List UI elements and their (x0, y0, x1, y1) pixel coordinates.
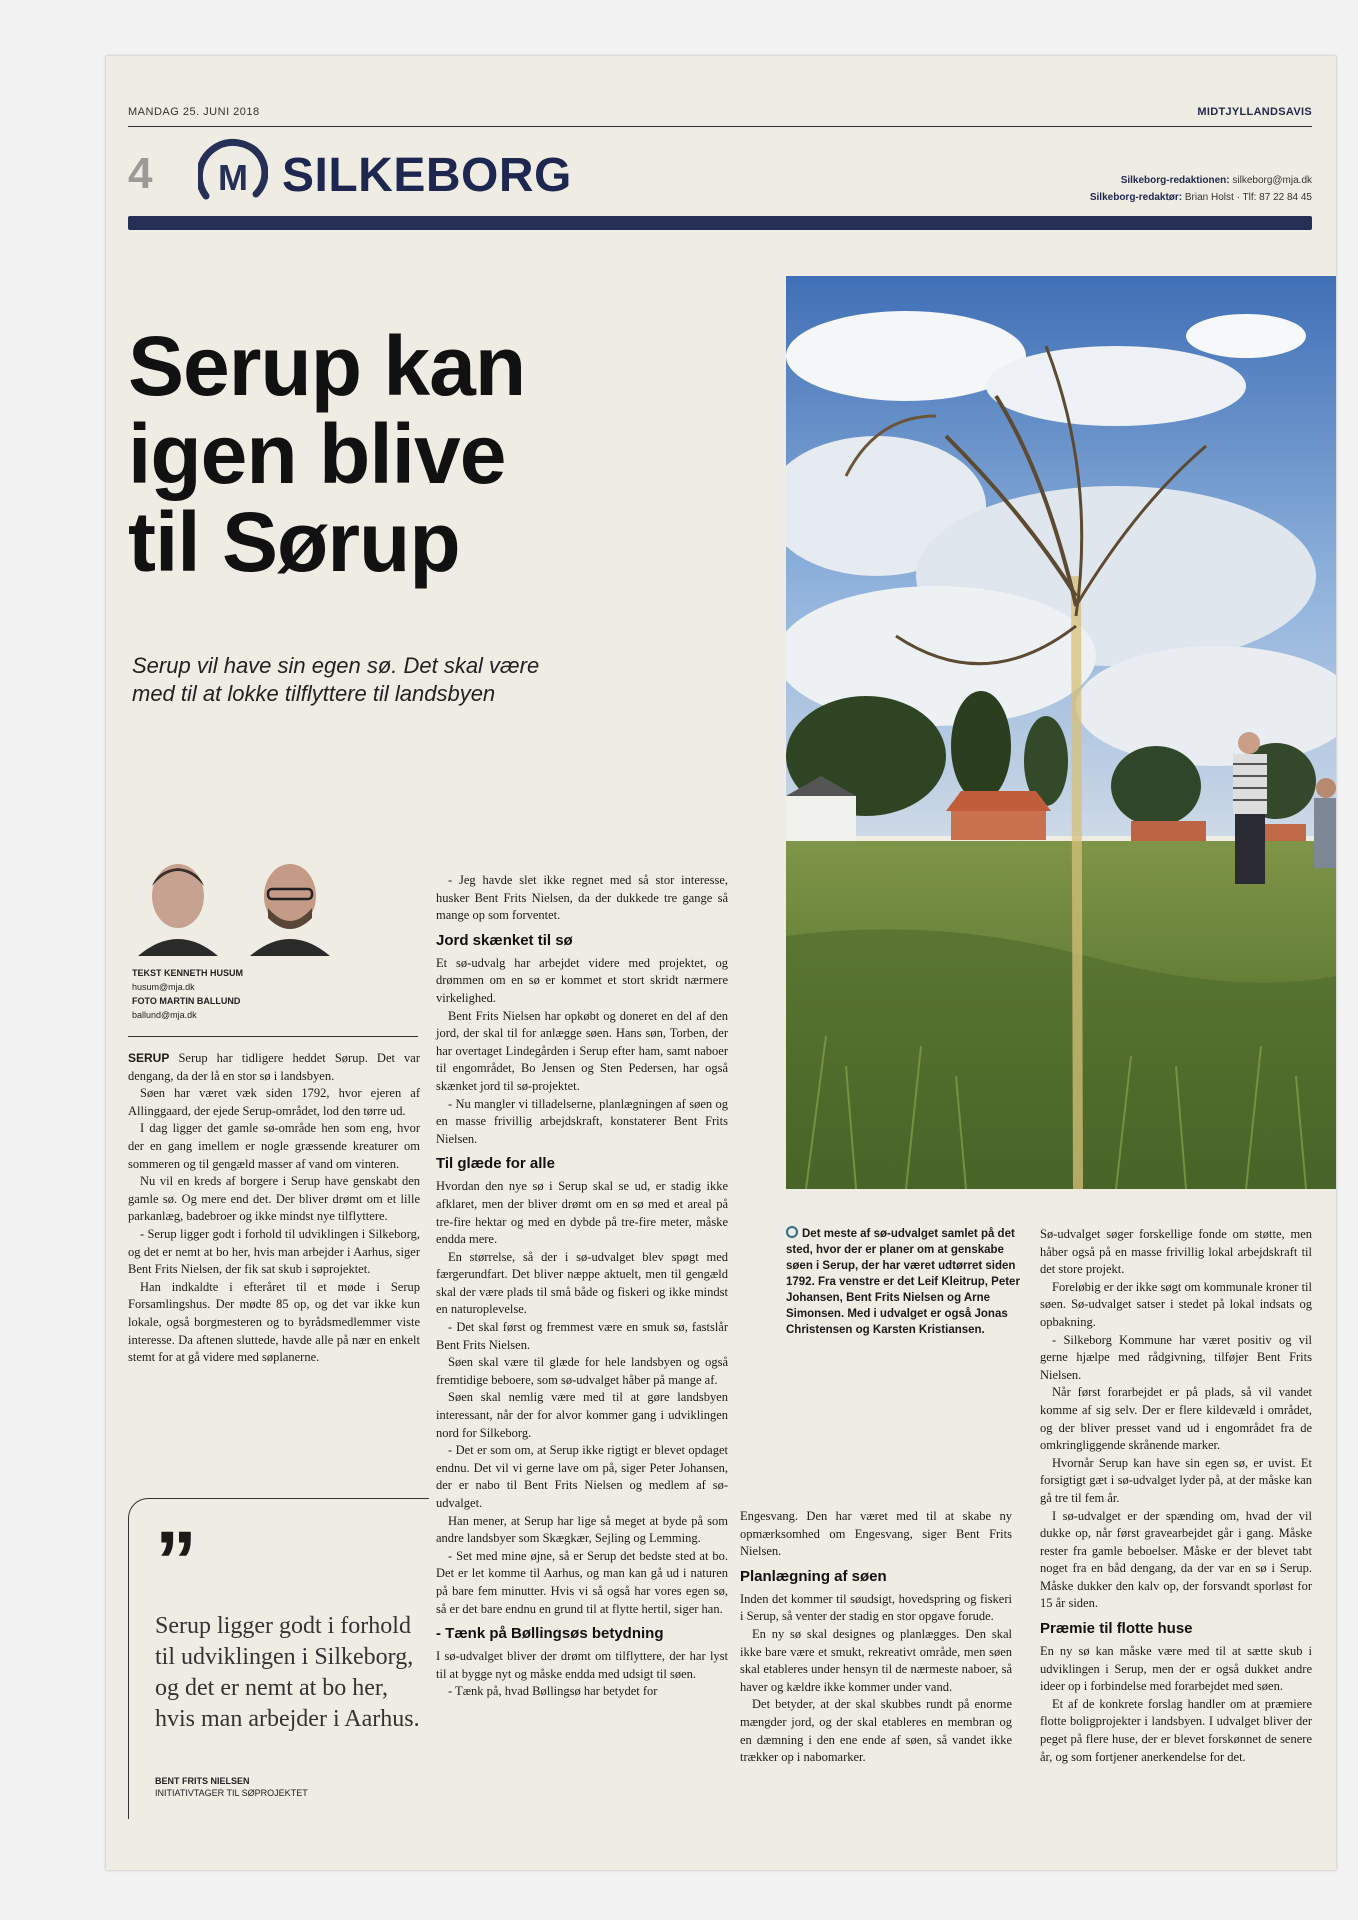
paragraph: Bent Frits Nielsen har opkøbt og doneret en del af den jord, der skal til for anlægge søen. Hans søn, Torben, der har overtaget Lindegården i Serup efter ham, samt naboer til engområdet, Bo Jensen og Sten Pedersen, har også skænket jord til sø-projektet. (436, 1008, 728, 1093)
paragraph: Engesvang. Den har været med til at skabe ny opmærksomhed om Engesvang, siger Bent Frits Nielsen. (740, 1509, 1012, 1559)
pull-quote (128, 1498, 429, 1819)
article-headline: Serup kan igen blive til Sørup (128, 319, 526, 589)
editorial-contact (1090, 172, 1312, 206)
paragraph: En ny sø kan måske være med til at sætte skub i udviklingen i Serup, men der er også dukket andre ideer op i forbindelse med forarbejdet med søen. (1040, 1644, 1312, 1694)
byline-photo-email: ballund@mja.dk (132, 1010, 197, 1020)
pull-quote-attribution (155, 1775, 308, 1799)
subheading: - Tænk på Bøllingsøs betydning (436, 1625, 664, 1643)
quote-mark-icon: ” (155, 1514, 197, 1608)
paragraph: Søen skal nemlig være med til at gøre landsbyen interessant, når der for alvor kommer gang i udviklingen nord for Silkeborg. (436, 1390, 728, 1440)
byline-text-label: TEKST KENNETH HUSUM (132, 968, 244, 978)
photographer-avatar (250, 864, 330, 956)
reporter-avatar (138, 864, 218, 956)
subheading: Præmie til flotte huse (1040, 1620, 1193, 1638)
subheading: Jord skænket til sø (436, 931, 573, 949)
paragraph: - Serup ligger godt i forhold til udviklingen i Silkeborg, og det er nemt at bo her, hvis man arbejder i Aarhus, siger Bent Frits Nielsen, der fik sat skub i søprojektet. (128, 1226, 420, 1277)
byline-rule (128, 1036, 418, 1037)
newspaper-page (106, 56, 1336, 1870)
byline-portraits (128, 856, 338, 956)
section-title: SILKEBORG (282, 149, 572, 202)
section-band (128, 216, 1312, 230)
byline-photo-label: FOTO MARTIN BALLUND (132, 996, 241, 1006)
quote-author: BENT FRITS NIELSEN (155, 1776, 250, 1786)
paragraph: Søen skal være til glæde for hele landsbyen og også fremtidige beboere, som sø-udvalget håber på mange af. (436, 1355, 728, 1387)
paragraph: - Jeg havde slet ikke regnet med så stor interesse, husker Bent Frits Nielsen, da der dukkede tre gange så mange op som forventet. (436, 873, 728, 923)
paragraph: - Det er som om, at Serup ikke rigtigt er blevet opdaget endnu. Det vil vi gerne lave om på, siger Peter Johansen, der er nabo til Bent Frits Nielsen og medlem af sø-udvalget. (436, 1443, 728, 1510)
paragraph-text: Serup har tidligere heddet Sørup. Det var dengang, da der lå en stor sø i landsbyen. (128, 1051, 421, 1083)
article-photo (786, 276, 1336, 1189)
paragraph: Et af de konkrete forslag handler om at præmiere flotte boligprojekter i landsbyen. I udvalget bliver der peget på flere huse, der er blevet forskønnet de senere år, og som fortjener anerkendelse for det. (1040, 1696, 1312, 1764)
quote-author-role: INITIATIVTAGER TIL SØPROJEKTET (155, 1788, 308, 1798)
paragraph: Det betyder, at der skal skubbes rundt på enorme mængder jord, og der skal etableres en membran og en dæmning i den ene ende af søen, så vandet ikke trækker op i nabomarker. (740, 1697, 1012, 1765)
paragraph: - Det skal først og fremmest være en smuk sø, fastslår Bent Frits Nielsen. (436, 1320, 728, 1352)
contact-label-1: Silkeborg-redaktionen: (1120, 175, 1230, 186)
caption-bullet-icon (786, 1226, 798, 1238)
paragraph: Når først forarbejdet er på plads, så vil vandet komme af sig selv. Der er flere kildevæld i området, og der bliver presset vand ud i engområdet fra de omkringliggende skrånende marker. (1040, 1385, 1312, 1453)
paragraph: Søen har været væk siden 1792, hvor ejeren af Allinggaard, der ejede Serup-området, lod den tørre ud. (128, 1086, 420, 1118)
newspaper-logo-icon (198, 138, 268, 208)
paragraph: - Nu mangler vi tilladelserne, planlægningen af søen og en masse frivillig arbejdskraft, konstaterer Bent Frits Nielsen. (436, 1096, 728, 1146)
newspaper-name: MIDTJYLLANDSAVIS (1197, 106, 1312, 118)
paragraph: Foreløbig er der ikke søgt om kommunale kroner til søen. Sø-udvalget satser i stedet på lokal indsats og opbakning. (1040, 1279, 1312, 1329)
paragraph: - Silkeborg Kommune har været positiv og vil gerne hjælpe med rådgivning, tilføjer Bent Frits Nielsen. (1040, 1332, 1312, 1382)
pull-quote-text: Serup ligger godt i forhold til udviklingen i Silkeborg, og det er nemt at bo her, hvis man arbejder i Aarhus. (155, 1613, 420, 1732)
paragraph: I sø-udvalget er der spænding om, hvad der vil dukke op, når først gravearbejdet går i gang. Måske rester fra gamle beboelser. Måske er der blevet tabt noget fra en båd dengang, da der var en sø i Serup. Måske dukker den kalv op, der forsvandt sporløst for 15 år siden. (1040, 1508, 1312, 1611)
subheading: Planlægning af søen (740, 1567, 887, 1585)
paragraph (128, 1050, 420, 1085)
paragraph: - Set med mine øjne, så er Serup det bedste sted at bo. Det er let komme til Aarhus, og man kan gå ud i naturen på bare fem minutter. Hvis vi så også har vores egen sø, så er det bare endnu en grund til at flytte hertil, siger han. (436, 1548, 728, 1616)
paragraph: I dag ligger det gamle sø-område hen som eng, hvor der en gang imellem er nogle græssende kreaturer om sommeren og til gengæld masser af vand om vinteren. (128, 1121, 420, 1171)
paragraph: Nu vil en kreds af borgere i Serup have genskabt den gamle sø. Og mere end det. Der bliver drømt om et lille parkanlæg, badebroer og ikke mindst nye tilflyttere. (128, 1174, 420, 1224)
byline-text-email: husum@mja.dk (132, 982, 195, 992)
issue-date: MANDAG 25. JUNI 2018 (128, 106, 260, 118)
contact-label-2: Silkeborg-redaktør: (1089, 192, 1183, 203)
article-subheadline: Serup vil have sin egen sø. Det skal være med til at lokke tilflyttere til landsbyen (132, 653, 540, 706)
article-column-3 (740, 1508, 1012, 1767)
article-column-2 (436, 872, 728, 1701)
logo-letter: M (218, 157, 248, 198)
paragraph: En størrelse, så der i sø-udvalget blev spøgt med færgerundfart. Det bliver næppe aktuelt, men til gengæld skal der være plads til små både og fiskeri og ikke mindst en naturoplevelse. (436, 1249, 728, 1317)
contact-value-1: silkeborg@mja.dk (1232, 175, 1312, 186)
paragraph: Hvornår Serup kan have sin egen sø, er uvist. Et forsigtigt gæt i sø-udvalget lyder på, at der måske kan gå tre til fem år. (1040, 1455, 1312, 1505)
paragraph: I sø-udvalget bliver der drømt om tilflyttere, der har lyst til at bygge nyt og måske endda med udsigt til søen. (436, 1649, 728, 1681)
subheading: Til glæde for alle (436, 1155, 555, 1173)
paragraph: Et sø-udvalg har arbejdet videre med projektet, og drømmen om en sø er kommet et stort skridt nærmere virkelighed. (436, 955, 728, 1005)
page-number: 4 (128, 149, 153, 198)
paragraph: En ny sø skal designes og planlægges. Den skal ikke bare være et smukt, rekreativt område, men søen skal etableres under hensyn til de nærmeste naboer, så haver og kældre ikke kommer under vand. (740, 1626, 1012, 1694)
paragraph: - Tænk på, hvad Bøllingsø har betydet for (448, 1684, 658, 1699)
header-rule (128, 126, 1312, 127)
paragraph: Han mener, at Serup har lige så meget at byde på som andre landsbyer som Skægkær, Sejling og Lemming. (436, 1513, 728, 1546)
dateline-kicker: SERUP (128, 1051, 170, 1065)
photo-caption (786, 1226, 1026, 1338)
photo-caption-text: Det meste af sø-udvalget samlet på det sted, hvor der er planer om at genskabe søen i Serup, der har været udtørret siden 1792. Fra venstre er det Leif Kleitrup, Peter Johansen, Bent Frits Nielsen og Arne Simonsen. Med i udvalget er også Jonas Christensen og Karsten Kristiansen. (786, 1228, 1020, 1336)
paragraph: Hvordan den nye sø i Serup skal se ud, er stadig ikke afklaret, men der bliver drømt om en sø med et areal på tre-fire hektar og med en dybde på tre-fire meter, måske endda mere. (436, 1179, 728, 1247)
article-column-4 (1040, 1226, 1312, 1766)
article-column-1 (128, 1050, 420, 1367)
paragraph: Sø-udvalget søger forskellige fonde om støtte, men håber også på en masse frivillig lokal arbejdskraft til det store projekt. (1040, 1227, 1312, 1277)
contact-value-2: Brian Holst · Tlf: 87 22 84 45 (1184, 192, 1312, 203)
paragraph: Inden det kommer til søudsigt, hovedspring og fiskeri i Serup, så venter der stadig en stor opgave forude. (740, 1591, 1012, 1624)
paragraph: Han indkaldte i efteråret til et møde i Serup Forsamlingshus. Der mødte 85 op, og det var ikke kun lokale, også borgmesteren og to byrådsmedlemmer viste interesse. Da aftenen sluttede, havde alle på nær en enkelt stemt for at gå videre med søplanerne. (128, 1279, 420, 1365)
byline (132, 966, 243, 1022)
